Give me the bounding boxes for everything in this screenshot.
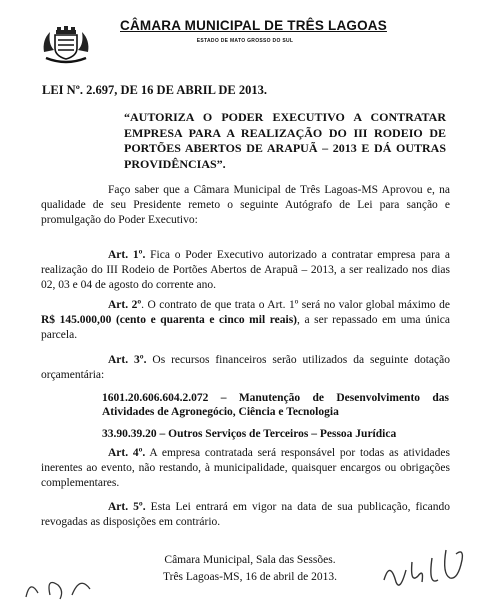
article-5 bbox=[41, 500, 450, 530]
article-3 bbox=[41, 353, 450, 383]
article-3-label: Art. 3º. bbox=[108, 354, 147, 366]
article-2-text-a: . O contrato de que trata o Art. 1º será no valor global máximo de bbox=[141, 299, 450, 311]
closing-line-1: Câmara Municipal, Sala das Sessões. bbox=[164, 554, 336, 566]
article-4 bbox=[41, 446, 450, 491]
law-ementa: “AUTORIZA O PODER EXECUTIVO A CONTRATAR EMPRESA PARA A REALIZAÇÃO DO III RODEIO DE PORTÕES ABERTOS DE ARAPUÃ – 2013 E DÁ OUTRAS PROVIDÊNCIAS”. bbox=[124, 110, 446, 171]
article-4-text: A empresa contratada será responsável por todas as atividades inerentes ao evento, não restando, à municipalidade, quaisquer encargos ou obrigações complementares. bbox=[41, 447, 450, 489]
header-title: CÂMARA MUNICIPAL DE TRÊS LAGOAS bbox=[120, 18, 387, 33]
article-1-text: Fica o Poder Executivo autorizado a contratar empresa para a realização do III Rodeio de Portões Abertos de Arapuã – 2013, a ser realizado nos dias 02, 03 e 04 de agosto do corrente ano. bbox=[41, 249, 450, 291]
article-1 bbox=[41, 248, 450, 293]
article-5-text: Esta Lei entrará em vigor na data de sua publicação, ficando revogadas as disposições em contrário. bbox=[41, 501, 450, 528]
municipal-coat-of-arms-icon bbox=[40, 22, 92, 64]
article-2-value: R$ 145.000,00 (cento e quarenta e cinco mil reais) bbox=[41, 314, 297, 326]
budget-line-1: 1601.20.606.604.2.072 – Manutenção de Desenvolvimento das Atividades de Agronegócio, Ciência e Tecnologia bbox=[102, 392, 449, 418]
budget-line-2: 33.90.39.20 – Outros Serviços de Terceiros – Pessoa Jurídica bbox=[102, 428, 397, 440]
article-5-label: Art. 5º. bbox=[108, 501, 146, 513]
article-2-label: Art. 2º bbox=[108, 299, 142, 311]
article-2-text-b: , a ser repassado em uma única parcela. bbox=[41, 314, 450, 341]
signature-scribble-right bbox=[376, 540, 471, 595]
signature-scribble-left bbox=[20, 565, 100, 600]
article-2 bbox=[41, 298, 450, 343]
article-1-label: Art. 1º. bbox=[108, 249, 146, 261]
law-number: LEI Nº. 2.697, DE 16 DE ABRIL DE 2013. bbox=[42, 83, 267, 97]
closing-line-2: Três Lagoas-MS, 16 de abril de 2013. bbox=[163, 571, 337, 583]
article-4-label: Art. 4º. bbox=[108, 447, 146, 459]
article-3-text: Os recursos financeiros serão utilizados da seguinte dotação orçamentária: bbox=[41, 354, 450, 381]
preamble-paragraph: Faço saber que a Câmara Municipal de Três Lagoas-MS Aprovou e, na qualidade de seu Presidente remeto o seguinte Autógrafo de Lei para sanção e promulgação do Poder Executivo: bbox=[41, 184, 450, 226]
header-subtitle: ESTADO DE MATO GROSSO DO SUL bbox=[196, 38, 294, 44]
